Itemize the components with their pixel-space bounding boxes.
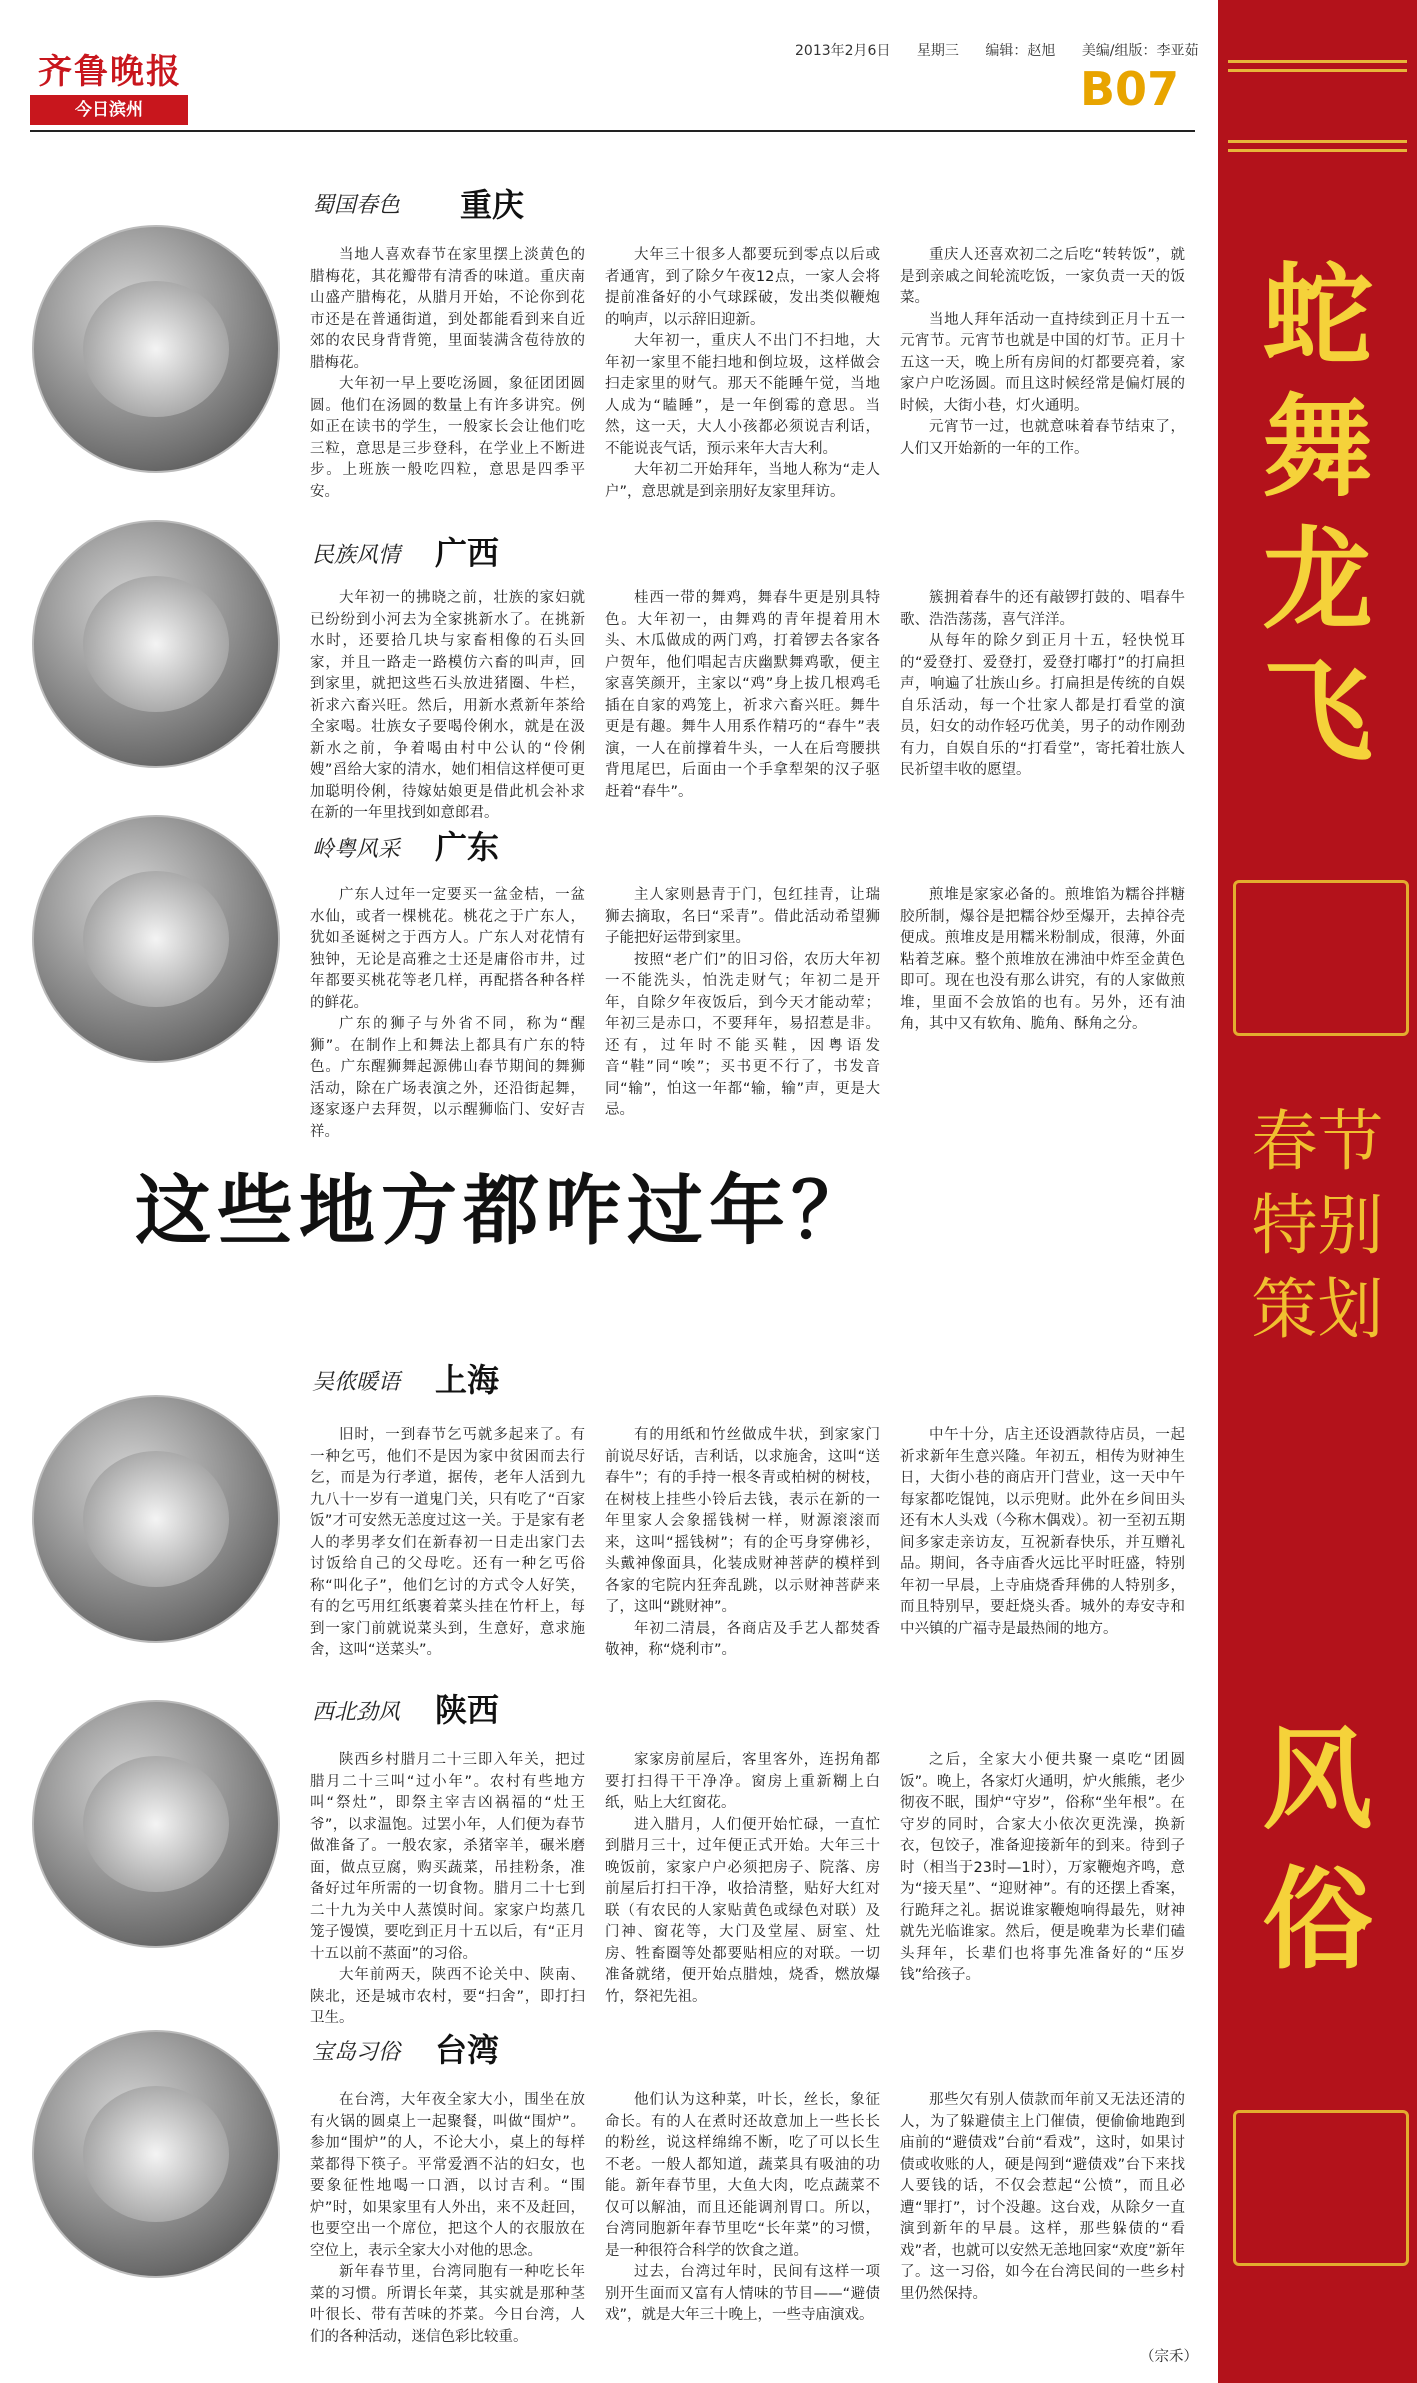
section-kicker: 蜀国春色 <box>312 193 401 218</box>
article-column: 那些欠有别人债款而年前又无法还清的人，为了躲避债主上门催债，便偷偷地跑到庙前的“避债戏”台前“看戏”，这时，如果讨债或收账的人，硬是闯到“避债戏”台下来找人要钱的话，不仅会惹起“公愤”，而且必遭“罪打”，讨个没趣。这台戏，从除夕一直演到新年的早晨。这样，那些躲债的“看戏”者，也就可以安然无恙地回家“欢度”新年了。这一习俗，如今在台湾民间的一些乡村里仍然保持。 <box>900 2092 1185 2302</box>
article-column: 在台湾，大年夜全家大小，围坐在放有火锅的圆桌上一起聚餐，叫做“围炉”。参加“围炉”的人，不论大小，桌上的每样菜都得下筷子。平常爱酒不沾的妇女，也要象征性地喝一口酒，以讨吉利。“围炉”时，如果家里有人外出，来不及赶回，也要空出一个席位，把这个人的衣服放在空位上，表示全家大小对他的思念。 新年春节里，台湾同胞有一种吃长年菜的习惯。所谓长年菜，其实就是那种茎叶很长、带有苦味的芥菜。今日台湾，人们的各种活动，迷信色彩比较重。 <box>310 2092 585 2345</box>
fret-border <box>1228 140 1407 152</box>
article-column: 大年初一的拂晓之前，壮族的家妇就已纷纷到小河去为全家挑新水了。在挑新水时，还要拾几块与家畜相像的石头回家，并且一路走一路模仿六畜的叫声，回到家里，就把这些石头放进猪圈、牛栏，祈求六畜兴旺。然后，用新水煮新年茶给全家喝。壮族女子要喝伶俐水，就是在汲新水之前，争着喝由村中公认的“伶俐嫂”舀给大家的清水，她们相信这样便可更加聪明伶俐，待嫁姑娘更是借此机会补求在新的一年里找到如意郎君。 <box>310 590 585 821</box>
article-column: 家家房前屋后，客里客外，连拐角都要打扫得干干净净。窗房上重新糊上白纸，贴上大红窗花。 进入腊月，人们便开始忙碌，一直忙到腊月三十，过年便正式开始。大年三十晚饭前，家家户户必须把房子、院落、房前屋后打扫干净，收拾清整，贴好大红对联（有农民的人家贴黄色或绿色对联）及门神、窗花等，大门及堂屋、厨室、灶房、牲畜圈等处都要贴相应的对联。一切准备就绪，便开始点腊烛，烧香，燃放爆竹，祭祀先祖。 <box>605 1752 880 2005</box>
header-rule <box>30 130 1195 132</box>
designer-credit: 美编/组版：李亚茹 <box>1081 43 1199 59</box>
section-kicker: 宝岛习俗 <box>312 2040 401 2065</box>
issue-date: 2013年2月6日 <box>795 43 891 59</box>
editor-credit: 编辑：赵旭 <box>985 43 1056 59</box>
article-column: 中午十分，店主还设酒款待店员，一起祈求新年生意兴隆。年初五，相传为财神生日，大街小巷的商店开门营业，这一天中午每家都吃馄饨，以示兜财。此外在乡间田头还有木人头戏（今称木偶戏）。初一至初五期间多家走亲访友，互祝新春快乐，并互赠礼品。期间，各寺庙香火远比平时旺盛，特别年初一早晨，上寺庙烧香拜佛的人特别多，而且特别早，要赶烧头香。城外的寿安寺和中兴镇的广福寺是最热闹的地方。 <box>900 1427 1185 1637</box>
article-column: 簇拥着春牛的还有敲锣打鼓的、唱春牛歌、浩浩荡荡，喜气洋洋。 从每年的除夕到正月十五，轻快悦耳的“爱登打、爱登打，爱登打嘟打”的打扁担声，响遍了壮族山乡。打扁担是传统的自娱自乐活动，每一个壮家人都是打看堂的演员，妇女的动作轻巧优美，男子的动作刚劲有力，自娱自乐的“打看堂”，寄托着壮族人民祈望丰收的愿望。 <box>900 590 1185 778</box>
article-column: 大年三十很多人都要玩到零点以后或者通宵，到了除夕午夜12点，一家人会将提前准备好的小气球踩破，发出类似鞭炮的响声，以示辞旧迎新。 大年初一，重庆人不出门不扫地，大年初一家里不能扫地和倒垃圾，这样做会扫走家里的财气。那天不能睡午觉，当地人成为“瞌睡”，是一年倒霉的意思。当然，这一天，大人小孩都必须说吉利话，不能说丧气话，预示来年大吉大利。 大年初二开始拜年，当地人称为“走人户”，意思就是到亲朋好友家里拜访。 <box>605 247 880 500</box>
lion-head-tile <box>1233 880 1409 1036</box>
sidebar-title: 蛇舞龙飞 <box>1262 251 1373 776</box>
article-column: 桂西一带的舞鸡，舞春牛更是别具特色。大年初一，由舞鸡的青年提着用木头、木瓜做成的两门鸡，打着锣去各家各户贺年，他们唱起吉庆幽默舞鸡歌，便主家喜笑颜开，主家以“鸡”身上拔几根鸡毛插在自家的鸡笼上，祈求六畜兴旺。舞牛更是有趣。舞牛人用系作精巧的“春牛”表演，一人在前撑着牛头，一人在后弯腰拱背甩尾巴，后面由一个手拿犁架的汉子驱赶着“春牛”。 <box>605 590 880 800</box>
article-column: 煎堆是家家必备的。煎堆馅为糯谷拌糖胶所制，爆谷是把糯谷炒至爆开，去掉谷壳便成。煎堆皮是用糯米粉制成，很薄，外面粘着芝麻。整个煎堆放在沸油中炸至金黄色即可。现在也没有那么讲究，有的人家做煎堆，里面不会放馅的也有。另外，还有油角，其中又有软角、脆角、酥角之分。 <box>900 887 1185 1032</box>
sidebar-footer: 风俗 <box>1262 1715 1373 1984</box>
article-column: 之后，全家大小便共聚一桌吃“团圆饭”。晚上，各家灯火通明，炉火熊熊，老少彻夜不眠，围炉“守岁”，俗称“坐年根”。在守岁的同时，合家大小依次更洗澡，换新衣，包饺子，准备迎接新年的到来。待到子时（相当于23时—1时），万家鞭炮齐鸣，意为“接天星”、“迎财神”。有的还摆上香案，行跪拜之礼。据说谁家鞭炮响得最先，财神就先光临谁家。然后，便是晚辈为长辈们磕头拜年，长辈们也将事先准备好的“压岁钱”给孩子。 <box>900 1752 1185 1983</box>
section-title: 陕西 <box>435 1691 500 1729</box>
article-column: 重庆人还喜欢初二之后吃“转转饭”，就是到亲戚之间轮流吃饭，一家负责一天的饭菜。 当地人拜年活动一直持续到正月十五一元宵节。元宵节也就是中国的灯节。正月十五这一天，晚上所有房间的灯都要亮着，家家户户吃汤圆。而且这时候经常是偏灯展的时候，大街小巷，灯火通明。 元宵节一过，也就意味着春节结束了，人们又开始新的一年的工作。 <box>900 247 1185 457</box>
section-kicker: 吴侬暖语 <box>312 1370 401 1395</box>
section-title: 广东 <box>435 828 500 866</box>
page-number: B07 <box>1080 62 1180 116</box>
masthead-logo: 齐鲁晚报 <box>38 52 182 92</box>
lion-dance-photo <box>32 815 280 1063</box>
section-kicker: 岭粤风采 <box>312 837 401 862</box>
section-title: 台湾 <box>435 2031 500 2069</box>
section-tag: 今日滨州 <box>30 95 188 125</box>
fret-border <box>1228 60 1407 72</box>
section-title: 广西 <box>435 534 500 572</box>
snake-tile <box>1233 2110 1409 2266</box>
article-column: 当地人喜欢春节在家里摆上淡黄色的腊梅花，其花瓣带有清香的味道。重庆南山盛产腊梅花，从腊月开始，不论你到花市还是在普通街道，到处都能看到来自近郊的农民身背背篼，里面装满含苞待放的腊梅花。 大年初一早上要吃汤圆，象征团团圆圆。他们在汤圆的数量上有许多讲究。例如正在读书的学生，一般家长会让他们吃三粒，意思是三步登科，在学业上不断进步。上班族一般吃四粒，意思是四季平安。 <box>310 247 585 500</box>
article-column: 主人家则悬青于门，包红挂青，让瑞狮去摘取，名曰“采青”。借此活动希望狮子能把好运带到家里。 按照“老广们”的旧习俗，农历大年初一不能洗头，怕洗走财气；年初二是开年，自除夕年夜饭后，到今天才能动荤；年初三是赤口，不要拜年，易招惹是非。还有，过年时不能买鞋，因粤语发音“鞋”同“唉”；买书更不行了，书发音同“输”，怕这一年都“输，输”声，更是大忌。 <box>605 887 880 1118</box>
festival-crowd-photo <box>32 1700 280 1948</box>
date-line <box>795 40 1221 60</box>
article-column: 他们认为这种菜，叶长，丝长，象征命长。有的人在煮时还故意加上一些长长的粉丝，说这样绵绵不断，吃了可以长生不老。一般人都知道，蔬菜具有吸油的功能。新年春节里，大鱼大肉，吃点蔬菜不仅可以解油，而且还能调剂胃口。所以，台湾同胞新年春节里吃“长年菜”的习惯，是一种很符合科学的饮食之道。 过去，台湾过年时，民间有这样一项别开生面而又富有人情味的节目——“避债戏”，就是大年三十晚上，一些寺庙演戏。 <box>605 2092 880 2323</box>
section-title: 上海 <box>435 1361 500 1399</box>
section-kicker: 民族风情 <box>312 543 401 568</box>
article-column: 有的用纸和竹丝做成牛状，到家家门前说尽好话，吉利话，以求施舍，这叫“送春牛”；有的手持一根冬青或柏树的树枝，在树枝上挂些小铃后去钱，表示在新的一年里家人会象摇钱树一样，财源滚滚而来，这叫“摇钱树”；有的企丐身穿佛衫，头戴神像面具，化装成财神菩萨的模样到各家的宅院内狂奔乱跳，以示财神菩萨来了，这叫“跳财神”。 年初二清晨，各商店及手艺人都焚香敬神，称“烧利市”。 <box>605 1427 880 1658</box>
byline: （宗禾） <box>1140 2349 1198 2365</box>
elder-portrait-photo <box>32 2030 280 2278</box>
article-column: 旧时，一到春节乞丐就多起来了。有一种乞丐，他们不是因为家中贫困而去行乞，而是为行孝道，据传，老年人活到九九八十一岁有一道鬼门关，只有吃了“百家饭”才可安然无恙度过这一关。于是家有老人的孝男孝女们在新春初一日走出家门去讨饭给自己的父母吃。还有一种乞丐俗称“叫化子”，他们乞讨的方式令人好笑，有的乞丐用红纸裹着菜头挂在竹杆上，每到一家门前就说菜头到，生意好，意求施舍，这叫“送菜头”。 <box>310 1427 585 1658</box>
section-kicker: 西北劲风 <box>312 1700 401 1725</box>
article-column: 广东人过年一定要买一盆金桔，一盆水仙，或者一棵桃花。桃花之于广东人，犹如圣诞树之于西方人。广东人对花情有独钟，无论是高雅之士还是庸俗市井，过年都要买桃花等老几样，再配搭各种各样的鲜花。 广东的狮子与外省不同，称为“醒狮”。在制作上和舞法上都具有广东的特色。广东醒狮舞起源佛山春节期间的舞狮活动，除在广场表演之外，还沿街起舞，逐家逐户去拜贺，以示醒狮临门、安好吉祥。 <box>310 887 585 1140</box>
hotpot-photo <box>32 225 280 473</box>
zhuang-women-photo <box>32 520 280 768</box>
sidebar-subtitle: 春节特别策划 <box>1251 1103 1384 1348</box>
issue-weekday: 星期三 <box>916 43 959 59</box>
china-pavilion-photo <box>32 1395 280 1643</box>
article-column: 陕西乡村腊月二十三即入年关，把过腊月二十三叫“过小年”。农村有些地方叫“祭灶”，即祭主宰吉凶祸福的“灶王爷”，以求温饱。过罢小年，人们便为春节做准备了。一般农家，杀猪宰羊，碾米磨面，做点豆腐，购买蔬菜，吊挂粉条，准备好过年所需的一切食物。腊月二十七到二十九为关中人蒸馍时间。家家户均蒸几笼子馒馍，要吃到正月十五以后，有“正月十五以前不蒸面”的习俗。 大年前两天，陕西不论关中、陕南、陕北，还是城市农村，要“扫舍”，即打扫卫生。 <box>310 1752 585 2026</box>
main-headline: 这些地方都咋过年？ <box>135 1166 873 1255</box>
section-title: 重庆 <box>460 186 525 224</box>
